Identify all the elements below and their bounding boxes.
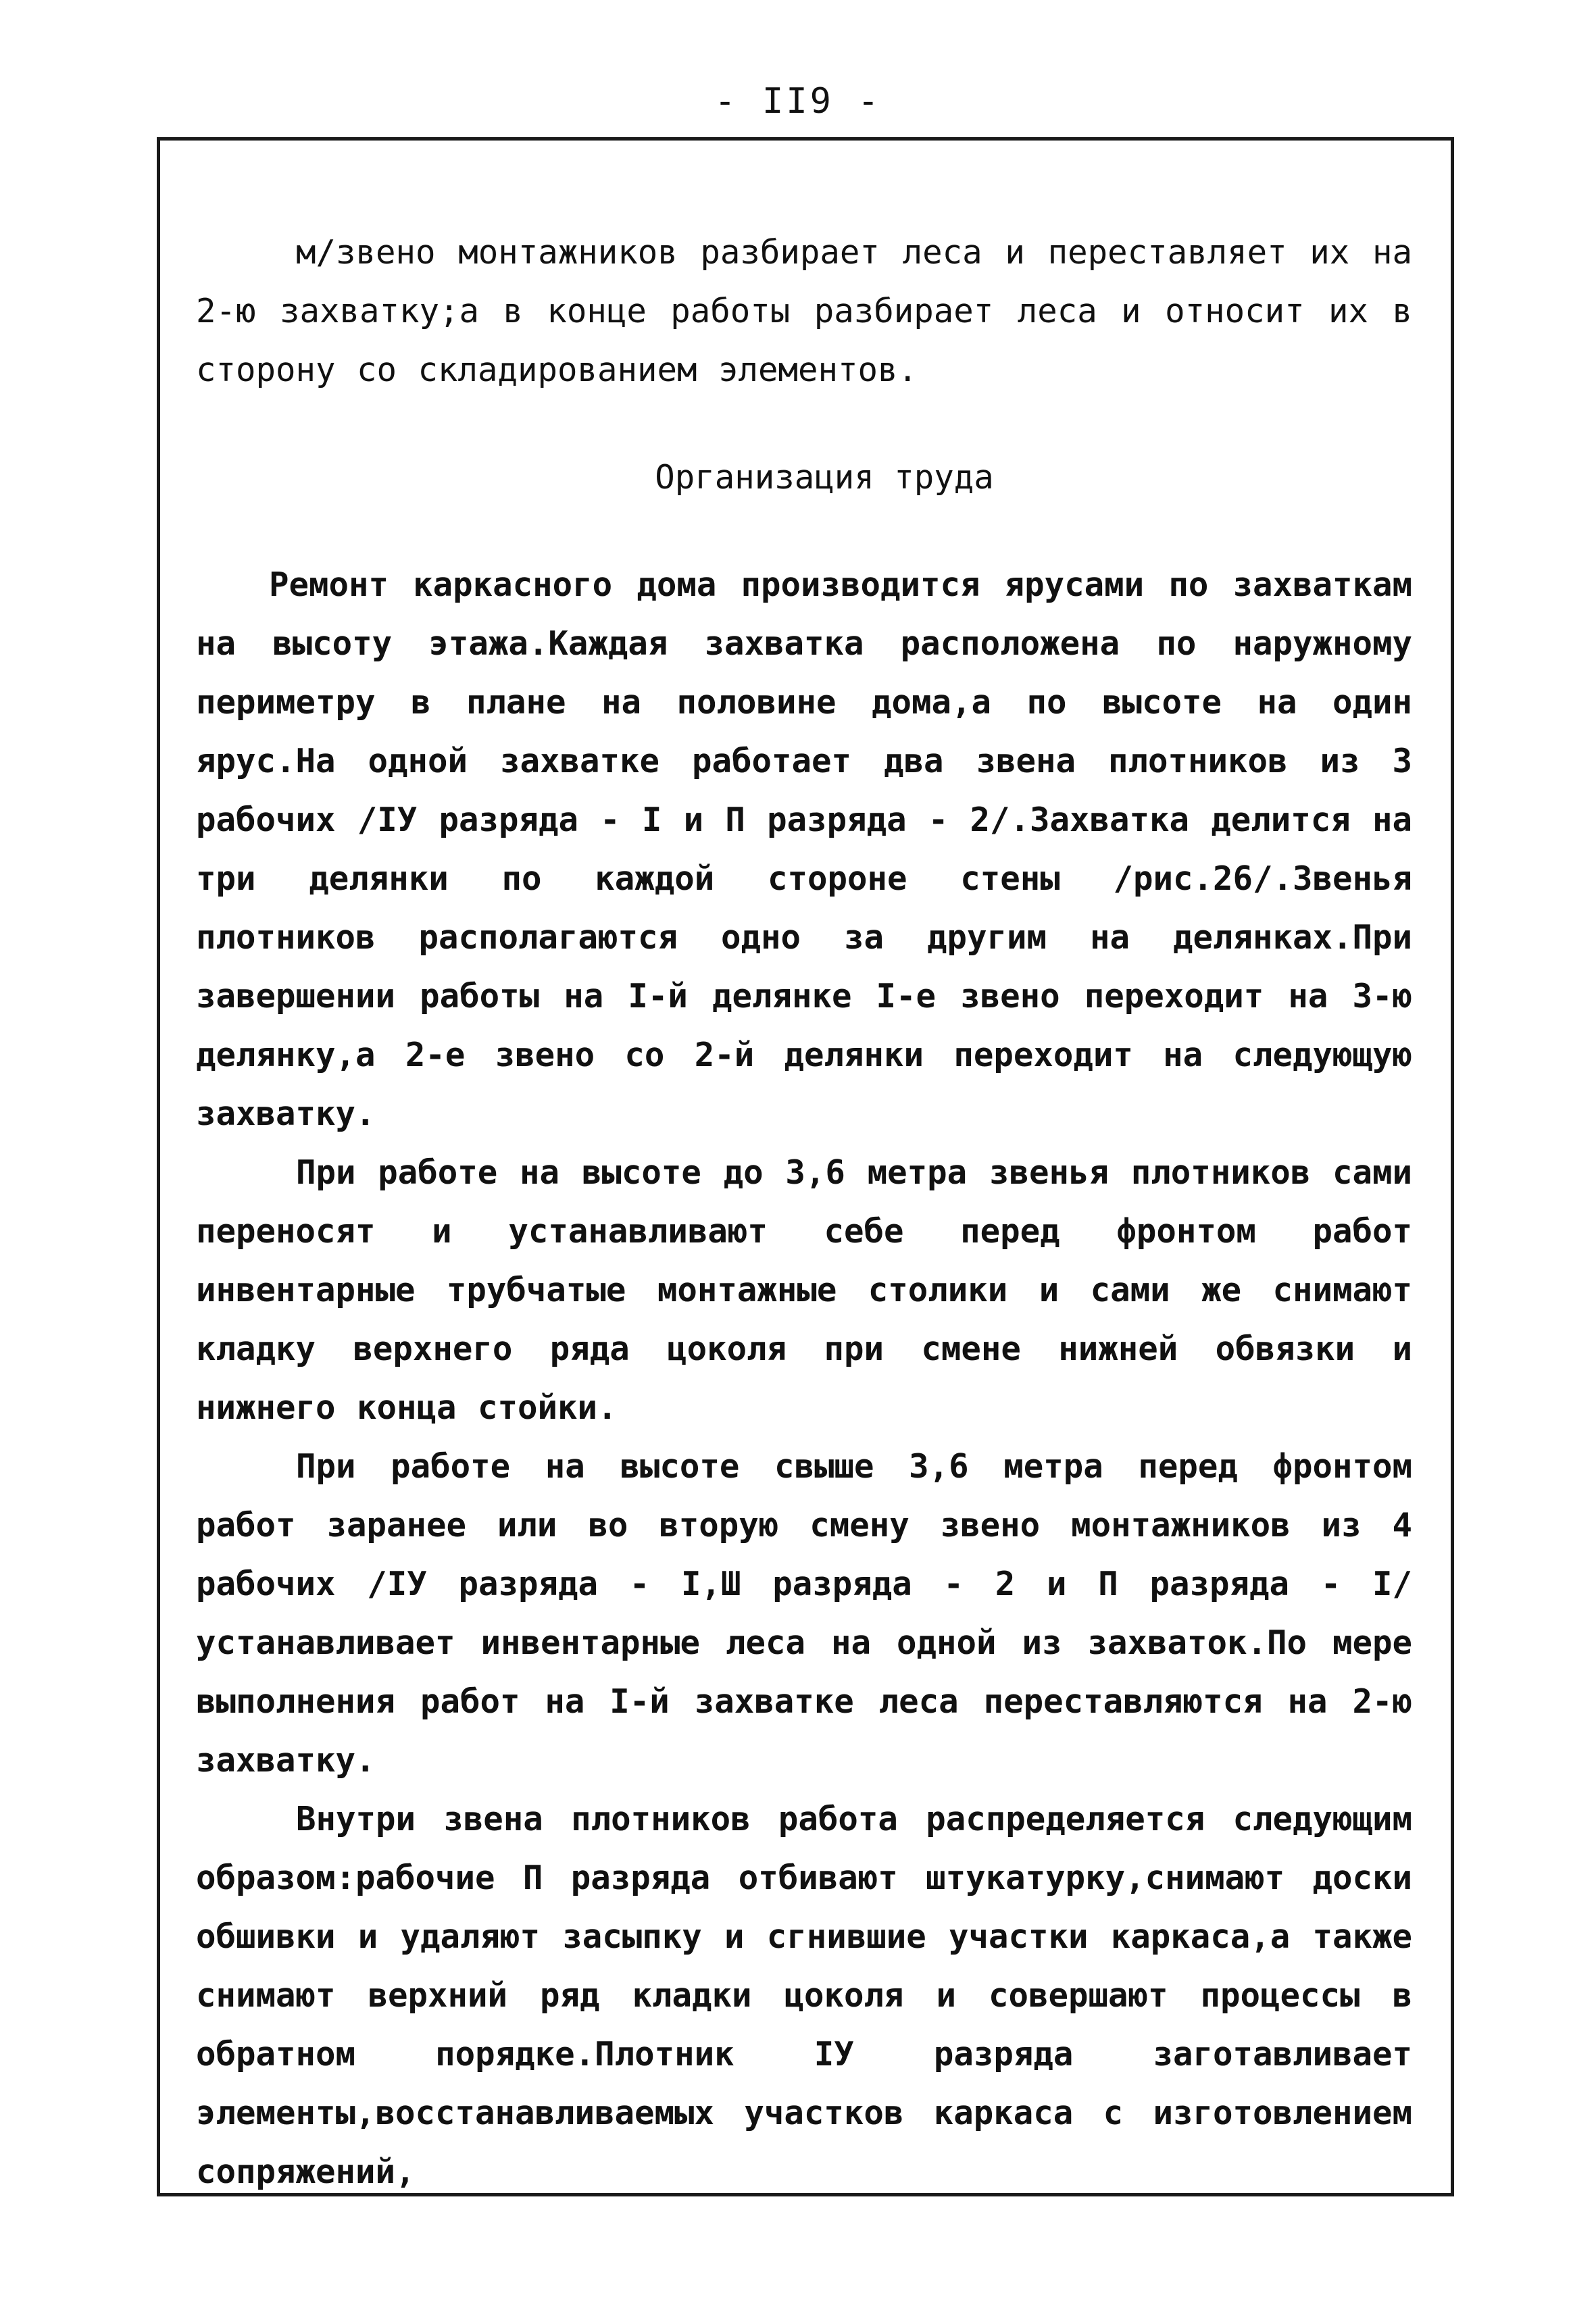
paragraph-height-up-to-3-6: При работе на высоте до 3,6 метра звенья плотников сами переносят и устанавливают себе перед фронтом работ инвентарные трубчатые монтажные столики и сами же снимают кладку верхнего ряда цоколя при смене нижней обвязки и нижнего конца стойки.: [196, 1153, 1412, 1427]
intro-paragraph: м/звено монтажников разбирает леса и переставляет их на 2-ю захватку;а в конце работы разбирает леса и относит их в сторону со складированием элементов.: [196, 233, 1412, 389]
document-body: [196, 223, 1412, 2201]
section-heading: Организация труда: [655, 458, 994, 497]
paragraph-work-distribution: Внутри звена плотников работа распределяется следующим образом:рабочие П разряда отбивают штукатурку,снимают доски обшивки и удаляют засыпку и сгнившие участки каркаса,а также снимают верхний ряд кладки цоколя и совершают процессы в обратном порядке.Плотник IУ разряда заготавливает элементы,восстанавливаемых участков каркаса с изготовлением сопряжений,: [196, 1800, 1412, 2191]
paragraph-organization: Ремонт каркасного дома производится ярусами по захваткам на высоту этажа.Каждая захватка расположена по наружному периметру в плане на половине дома,а по высоте на один ярус.На одной захватке работает два звена плотников из 3 рабочих /IУ разряда - I и П разряда - 2/.Захватка делится на три делянки по каждой стороне стены /рис.26/.Звенья плотников располагаются одно за другим на делянках.При завершении работы на I-й делянке I-е звено переходит на 3-ю делянку,а 2-е звено со 2-й делянки переходит на следующую захватку.: [196, 565, 1412, 1133]
page-number: - II9 -: [714, 81, 882, 122]
paragraph-height-above-3-6: При работе на высоте свыше 3,6 метра перед фронтом работ заранее или во вторую смену звено монтажников из 4 рабочих /IУ разряда - I,Ш разряда - 2 и П разряда - I/ устанавливает инвентарные леса на одной из захваток.По мере выполнения работ на I-й захватке леса переставляются на 2-ю захватку.: [196, 1447, 1412, 1780]
